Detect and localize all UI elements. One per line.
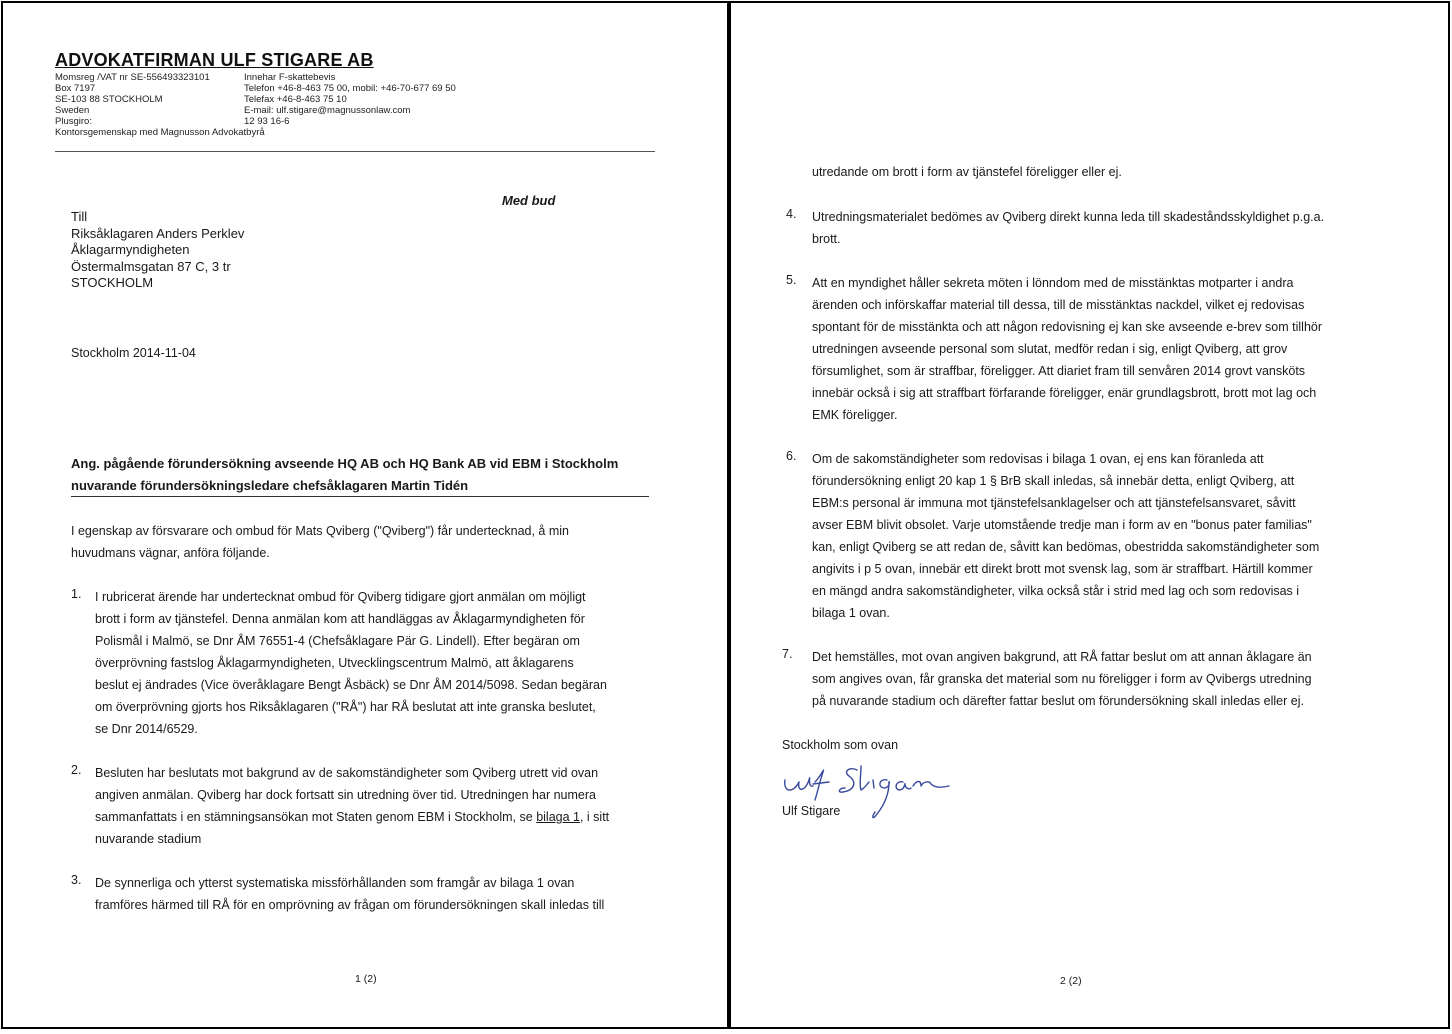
recipient-line: STOCKHOLM [71,275,154,290]
item-3-text [95,872,604,916]
item-line: innebär också i sig att straffbart förfarande föreligger, enär grundlagsbrott, brott mot lag och [812,386,1317,400]
item-line: en mängd andra sakomständigheter, vilka också står i strid med lag och som redovisas i [812,584,1300,598]
subject-line: nuvarande förundersökningsledare chefsåklagaren Martin Tidén [71,478,469,493]
intro-line: I egenskap av försvarare och ombud för Mats Qviberg ("Qviberg") får undertecknad, å min [71,524,569,538]
item-line: utredningen avseende personal som slutat, medför redan i sig, enligt Qviberg, att grov [812,342,1288,356]
item-4-text [812,206,1324,250]
bilaga-1-link[interactable]: bilaga 1 [536,810,580,824]
item-line-text: sammanfattats i en stämningsansökan mot Staten genom EBM i Stockholm, se [95,810,537,824]
item-number: 5. [786,273,797,287]
item-line: EBM:s personal är immuna mot tjänstefelsanklagelser och att tjänstefelsansvaret, såvitt [812,496,1296,510]
item-line: avser EBM blivit obsolet. Varje utomstående tredje man i form av en "bonus pater familias" [812,518,1312,532]
item-7-text [812,646,1312,712]
item-line: Det hemställes, mot ovan angiven bakgrund, att RÅ fattar beslut om att annan åklagare än [812,650,1312,664]
letterhead-left-line: Plusgiro: [55,116,92,127]
continuation-line: utredande om brott i form av tjänstefel föreligger eller ej. [812,165,1122,179]
recipient-line: Åklagarmyndigheten [71,242,190,257]
item-line: Om de sakomständigheter som redovisas i bilaga 1 ovan, ej ens kan föranleda att [812,452,1264,466]
item-line: angivits i p 5 ovan, innebär ett direkt brott mot svensk lag, som är straffbart. Härtill kommer [812,562,1313,576]
item-number: 3. [71,873,82,887]
item-line: Att en myndighet håller sekreta möten i lönndom med de misstänktas motparter i andra [812,276,1294,290]
item-2-text [95,762,609,850]
item-number: 7. [782,647,793,661]
letterhead-right-line: Telefax +46-8-463 75 10 [244,94,347,105]
item-line: spontant för de misstänkta och att någon redovisning ej kan ske avseende e-brev som tillhör [812,320,1323,334]
document-page-2 [729,1,1450,1029]
subject-underline [71,496,649,497]
item-line: Utredningsmaterialet bedömes av Qviberg direkt kunna leda till skadeståndsskyldighet p.g.a. [812,210,1325,224]
item-line: bilaga 1 ovan. [812,606,890,620]
item-line: beslut ej ändrades (Vice överåklagare Bengt Åsbäck) se Dnr ÅM 2014/5098. Sedan begäran [95,678,607,692]
item-5-text [812,272,1322,426]
recipient-line: Till [71,209,88,224]
letterhead-right-line: Innehar F-skattebevis [244,72,336,83]
letter-date: Stockholm 2014-11-04 [71,346,196,360]
item-line: Polismål i Malmö, se Dnr ÅM 76551-4 (Chefsåklagare Pär G. Lindell). Efter begäran om [95,634,580,648]
item-line-text: , i sitt [579,810,610,824]
recipient-line: Östermalmsgatan 87 C, 3 tr [71,258,231,274]
letterhead-right-line: Telefon +46-8-463 75 00, mobil: +46-70-677 69 50 [244,83,456,94]
delivery-note: Med bud [502,193,556,208]
letterhead-divider [55,151,655,152]
item-line: om överprövning gjorts hos Riksåklagaren ("RÅ") har RÅ beslutat att inte granska beslutet, [95,700,596,714]
letterhead-left-line: Sweden [55,105,90,116]
item-number: 1. [71,587,82,601]
intro-paragraph [71,520,569,564]
item-line: I rubricerat ärende har undertecknat ombud för Qviberg tidigare gjort anmälan om möjligt [95,590,586,604]
letterhead-right-line: E-mail: ulf.stigare@magnussonlaw.com [244,105,411,116]
item-line: Besluten har beslutats mot bakgrund av de sakomständigheter som Qviberg utrett vid ovan [95,766,599,780]
item-line: försumlighet, som är straffbar, föreligger. Att diariet fram till senvåren 2014 grovt vansköts [812,364,1306,378]
item-line: brott. [812,232,841,246]
signer-name: Ulf Stigare [782,804,841,818]
letterhead-right-line: 12 93 16-6 [244,116,290,127]
item-line: ärenden och införskaffar material till dessa, till de misstänktas nackdel, vilket ej redovisas [812,298,1305,312]
closing-line: Stockholm som ovan [782,738,899,752]
subject-line: Ang. pågående förundersökning avseende HQ AB och HQ Bank AB vid EBM i Stockholm [71,456,619,471]
letterhead-left-line: Kontorsgemenskap med Magnusson Advokatbyrå [55,127,265,138]
item-6-text [812,448,1319,624]
item-number: 4. [786,207,797,221]
item-line: angiven anmälan. Qviberg har dock fortsatt sin utredning över tid. Utredningen har numera [95,788,596,802]
page-number: 1 (2) [355,973,377,985]
item-line: brott i form av tjänstefel. Denna anmälan kom att handläggas av Åklagarmyndigheten för [95,612,585,626]
letterhead-left-line: SE-103 88 STOCKHOLM [55,94,163,105]
item-line [95,806,609,828]
recipient-line: Riksåklagaren Anders Perklev [71,225,245,241]
item-line: EMK föreligger. [812,408,898,422]
letterhead-left-line: Momsreg /VAT nr SE-556493323101 [55,72,210,83]
item-1-text [95,586,607,740]
letterhead-right [244,72,456,127]
page-number: 2 (2) [1060,975,1082,987]
item-line: nuvarande stadium [95,832,202,846]
item-line: förundersökning enligt 20 kap 1 § BrB skall inledas, så innebär detta, enligt Qviberg, att [812,474,1295,488]
letterhead-left [55,72,265,138]
item-line: framföres härmed till RÅ för en omprövning av frågan om förundersökningen skall inledas till [95,898,605,912]
item-line: De synnerliga och ytterst systematiska missförhållanden som framgår av bilaga 1 ovan [95,876,575,890]
item-line: på nuvarande stadium och därefter fattar beslut om förundersökning skall inledas eller ej. [812,694,1304,708]
item-number: 6. [786,449,797,463]
letterhead-left-line: Box 7197 [55,83,96,94]
item-line: se Dnr 2014/6529. [95,722,198,736]
item-line: överprövning fastslog Åklagarmyndigheten, Utvecklingscentrum Malmö, att åklagarens [95,656,574,670]
item-number: 2. [71,763,82,777]
firm-name: ADVOKATFIRMAN ULF STIGARE AB [55,50,374,70]
document-page-1 [1,1,729,1029]
intro-line: huvudmans vägnar, anföra följande. [71,546,270,560]
recipient-address [71,209,244,292]
item-line: kan, enligt Qviberg se att redan de, såvitt kan bedömas, obestridda sakomständigheter som [812,540,1320,554]
subject-heading [71,453,618,497]
item-line: som angives ovan, får granska det material som nu föreligger i form av Qvibergs utredning [812,672,1312,686]
